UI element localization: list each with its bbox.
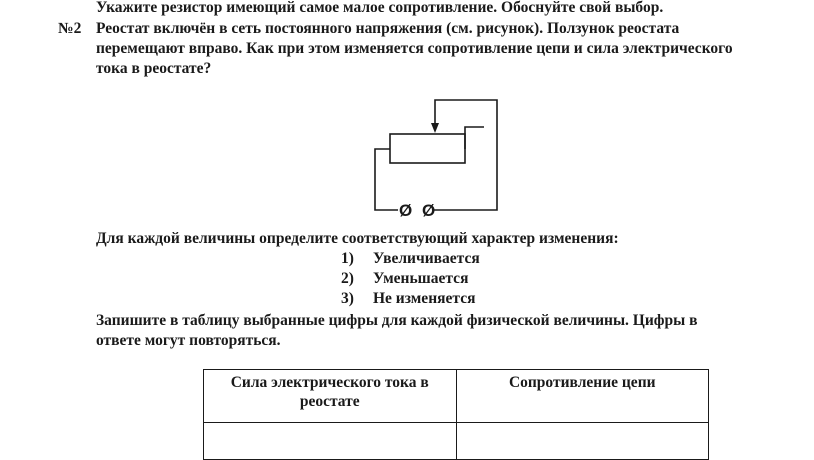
rheostat-right-lead — [465, 127, 484, 149]
option-1 — [341, 249, 480, 269]
option-2-number: 2) — [341, 270, 354, 287]
problem-text-line-2: перемещают вправо. Как при этом изменяется сопротивление цепи и сила электрического — [96, 40, 733, 57]
answer-table-header-row — [204, 370, 709, 423]
option-3-label: Не изменяется — [373, 290, 476, 307]
option-1-label: Увеличивается — [373, 250, 480, 267]
answer-cell-current[interactable] — [204, 423, 457, 460]
task-number: №2 — [58, 20, 82, 37]
slider-arrow — [431, 123, 439, 133]
header-current-line-2: реостате — [299, 393, 360, 410]
left-wire — [375, 149, 398, 210]
answer-cell-resistance[interactable] — [456, 423, 709, 460]
answer-table-answer-row — [204, 423, 709, 460]
answer-table — [203, 369, 709, 460]
option-1-number: 1) — [341, 250, 354, 267]
rheostat-circuit-diagram — [360, 92, 510, 222]
option-2-label: Уменьшается — [373, 270, 469, 287]
header-current — [204, 370, 457, 423]
option-2 — [341, 269, 468, 289]
option-3-number: 3) — [341, 290, 354, 307]
instruction-text: Для каждой величины определите соответствующий характер изменения: — [96, 230, 619, 247]
header-resistance — [456, 370, 709, 423]
rheostat-resistor — [390, 134, 465, 163]
header-current-line-1: Сила электрического тока в — [230, 374, 429, 391]
write-instruction-line-2: ответе могут повторяться. — [96, 332, 281, 349]
problem-text-line-1: Реостат включён в сеть постоянного напряжения (см. рисунок). Ползунок реостата — [96, 20, 680, 37]
terminal-right-icon: Ø — [422, 201, 436, 220]
write-instruction-line-1: Запишите в таблицу выбранные цифры для каждой физической величины. Цифры в — [96, 312, 698, 329]
problem-text-line-3: тока в реостате? — [96, 60, 212, 77]
option-3 — [341, 289, 475, 309]
header-resistance-label: Сопротивление цепи — [508, 374, 656, 391]
terminal-left-icon: Ø — [399, 201, 413, 220]
text-line-resistor: Укажите резистор имеющий самое малое сопротивление. Обоснуйте свой выбор. — [96, 0, 664, 16]
